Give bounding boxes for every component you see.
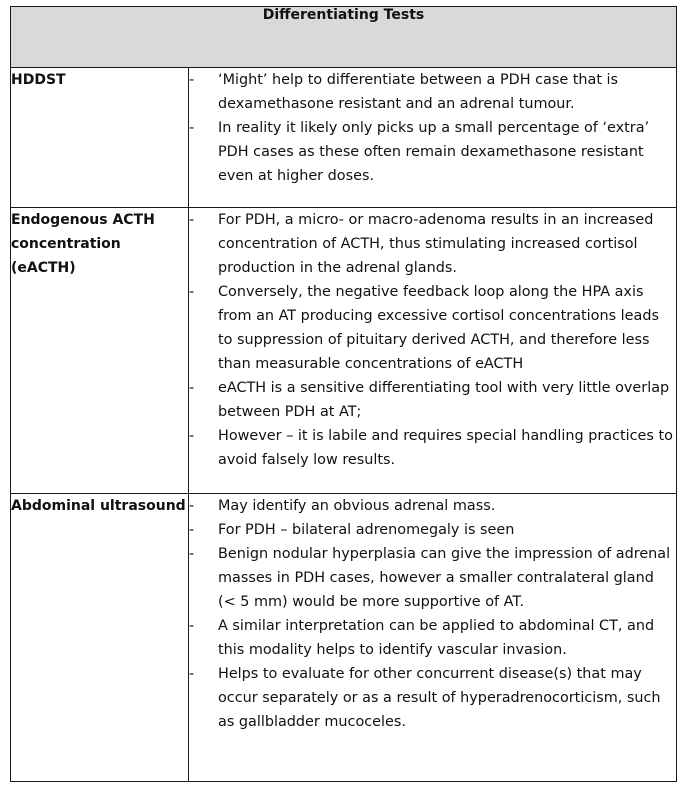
list-item-text: However – it is labile and requires special handling practices to avoid falsely low results. [218, 428, 673, 468]
list-item [189, 280, 676, 376]
list-item-text: ‘Might’ help to differentiate between a PDH case that is dexamethasone resistant and an adrenal tumour. [218, 72, 619, 112]
row-label-eacth: Endogenous ACTH concentration (eACTH) [11, 208, 189, 494]
list-item-text: In reality it likely only picks up a small percentage of ‘extra’ PDH cases as these often remain dexamethasone resistant even at higher doses. [218, 120, 650, 184]
dash-bullet-icon: - [189, 72, 195, 88]
row-details-abdominal-ultrasound [189, 494, 677, 782]
list-item-text: Conversely, the negative feedback loop along the HPA axis from an AT producing excessive cortisol concentrations leads to suppression of pituitary derived ACTH, and therefore less than measurable concentrations of eACTH [218, 284, 659, 372]
dash-bullet-icon: - [189, 212, 195, 228]
list-item [189, 376, 676, 424]
list-item-text: For PDH – bilateral adrenomegaly is seen [218, 522, 515, 538]
list-item [189, 662, 676, 734]
dash-bullet-icon: - [189, 618, 195, 634]
list-item [189, 542, 676, 614]
list-item-text: May identify an obvious adrenal mass. [218, 498, 496, 514]
bullet-list [189, 494, 676, 734]
list-item [189, 68, 676, 116]
list-item-text: A similar interpretation can be applied to abdominal CT, and this modality helps to identify vascular invasion. [218, 618, 655, 658]
list-item [189, 208, 676, 280]
dash-bullet-icon: - [189, 546, 195, 562]
table-title: Differentiating Tests [11, 7, 677, 68]
dash-bullet-icon: - [189, 380, 195, 396]
list-item-text: For PDH, a micro- or macro-adenoma results in an increased concentration of ACTH, thus stimulating increased cortisol production in the adrenal glands. [218, 212, 654, 276]
dash-bullet-icon: - [189, 666, 195, 682]
row-label-abdominal-ultrasound: Abdominal ultrasound [11, 494, 189, 782]
list-item [189, 494, 676, 518]
row-details-eacth [189, 208, 677, 494]
list-item [189, 116, 676, 188]
list-item-text: Helps to evaluate for other concurrent disease(s) that may occur separately or as a result of hyperadrenocorticism, such as gallbladder mucoceles. [218, 666, 661, 730]
list-item [189, 424, 676, 472]
list-item [189, 518, 676, 542]
dash-bullet-icon: - [189, 120, 195, 136]
dash-bullet-icon: - [189, 498, 195, 514]
list-item [189, 614, 676, 662]
dash-bullet-icon: - [189, 428, 195, 444]
list-item-text: eACTH is a sensitive differentiating tool with very little overlap between PDH at AT; [218, 380, 670, 420]
table-row [11, 208, 677, 494]
row-label-hddst: HDDST [11, 68, 189, 208]
dash-bullet-icon: - [189, 284, 195, 300]
list-item-text: Benign nodular hyperplasia can give the impression of adrenal masses in PDH cases, however a smaller contralateral gland (< 5 mm) would be more supportive of AT. [218, 546, 671, 610]
table-row [11, 494, 677, 782]
table-row [11, 68, 677, 208]
bullet-list [189, 208, 676, 472]
row-details-hddst [189, 68, 677, 208]
differentiating-tests-table [10, 6, 677, 782]
bullet-list [189, 68, 676, 188]
dash-bullet-icon: - [189, 522, 195, 538]
